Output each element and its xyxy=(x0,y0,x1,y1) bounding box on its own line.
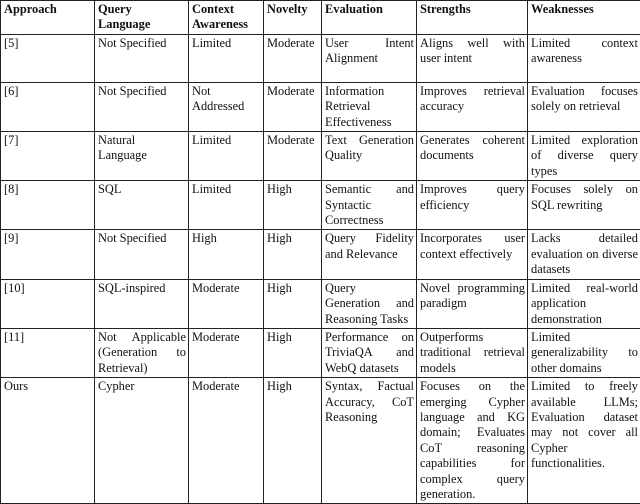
table-cell: High xyxy=(189,230,264,279)
table-cell: Text Generation Quality xyxy=(322,132,417,181)
column-header: Query Language xyxy=(95,1,189,35)
table-cell: SQL xyxy=(95,181,189,230)
table-row xyxy=(1,132,640,181)
table-cell: Limited xyxy=(189,132,264,181)
table-cell: Limited xyxy=(189,181,264,230)
table-cell: Moderate xyxy=(264,34,322,82)
table-cell: Not Specified xyxy=(95,230,189,279)
table-cell: Limited generalizability to other domains xyxy=(528,328,640,377)
table-cell: Moderate xyxy=(189,378,264,504)
table-cell: [8] xyxy=(1,181,95,230)
table-row xyxy=(1,328,640,377)
table-cell: Not Specified xyxy=(95,34,189,82)
table-cell: Information Retrieval Effectiveness xyxy=(322,82,417,131)
table-cell: Not Specified xyxy=(95,82,189,131)
table-cell: Ours xyxy=(1,378,95,504)
table-cell: Focuses solely on SQL rewriting xyxy=(528,181,640,230)
table-row xyxy=(1,34,640,82)
table-cell: Moderate xyxy=(189,328,264,377)
table-row xyxy=(1,279,640,328)
column-header: Evaluation xyxy=(322,1,417,35)
table-cell: Lacks detailed evaluation on diverse datasets xyxy=(528,230,640,279)
table-cell: Improves query efficiency xyxy=(417,181,528,230)
table-cell: [11] xyxy=(1,328,95,377)
table-cell: Limited xyxy=(189,34,264,82)
table-cell: High xyxy=(264,279,322,328)
table-cell: High xyxy=(264,378,322,504)
table-cell: Novel programming paradigm xyxy=(417,279,528,328)
column-header: Strengths xyxy=(417,1,528,35)
table-cell: Cypher xyxy=(95,378,189,504)
table-cell: [7] xyxy=(1,132,95,181)
table-row xyxy=(1,82,640,131)
table-cell: Limited to freely available LLMs; Evaluation dataset may not cover all Cypher functionalities. xyxy=(528,378,640,504)
table-cell: Focuses on the emerging Cypher language and KG domain; Evaluates CoT reasoning capabilities for complex query generation. xyxy=(417,378,528,504)
table-cell: Not Applicable (Generation to Retrieval) xyxy=(95,328,189,377)
column-header: Weaknesses xyxy=(528,1,640,35)
table-row xyxy=(1,181,640,230)
table-cell: Outperforms traditional retrieval models xyxy=(417,328,528,377)
table-cell: Limited real-world application demonstration xyxy=(528,279,640,328)
table-cell: Moderate xyxy=(189,279,264,328)
table-cell: High xyxy=(264,328,322,377)
table-cell: Moderate xyxy=(264,132,322,181)
table-cell: Generates coherent documents xyxy=(417,132,528,181)
column-header: Novelty xyxy=(264,1,322,35)
table-cell: Not Addressed xyxy=(189,82,264,131)
column-header: Context Awareness xyxy=(189,1,264,35)
table-cell: Query Fidelity and Relevance xyxy=(322,230,417,279)
table-cell: [9] xyxy=(1,230,95,279)
table-cell: Performance on TriviaQA and WebQ datasets xyxy=(322,328,417,377)
table-cell: High xyxy=(264,230,322,279)
table-cell: SQL-inspired xyxy=(95,279,189,328)
table-cell: [10] xyxy=(1,279,95,328)
table-cell: Semantic and Syntactic Correctness xyxy=(322,181,417,230)
column-header: Approach xyxy=(1,1,95,35)
table-cell: Incorporates user context effectively xyxy=(417,230,528,279)
table-cell: Query Generation and Reasoning Tasks xyxy=(322,279,417,328)
table-row xyxy=(1,378,640,504)
table-cell: High xyxy=(264,181,322,230)
table-row xyxy=(1,230,640,279)
table-cell: Aligns well with user intent xyxy=(417,34,528,82)
table-cell: Limited exploration of diverse query types xyxy=(528,132,640,181)
table-cell: Limited context awareness xyxy=(528,34,640,82)
table-cell: Moderate xyxy=(264,82,322,131)
table-cell: [5] xyxy=(1,34,95,82)
table-cell: Syntax, Factual Accuracy, CoT Reasoning xyxy=(322,378,417,504)
table-cell: Natural Language xyxy=(95,132,189,181)
table-cell: User Intent Alignment xyxy=(322,34,417,82)
header-row xyxy=(1,1,640,35)
table-cell: [6] xyxy=(1,82,95,131)
table-cell: Improves retrieval accuracy xyxy=(417,82,528,131)
table-cell: Evaluation focuses solely on retrieval xyxy=(528,82,640,131)
